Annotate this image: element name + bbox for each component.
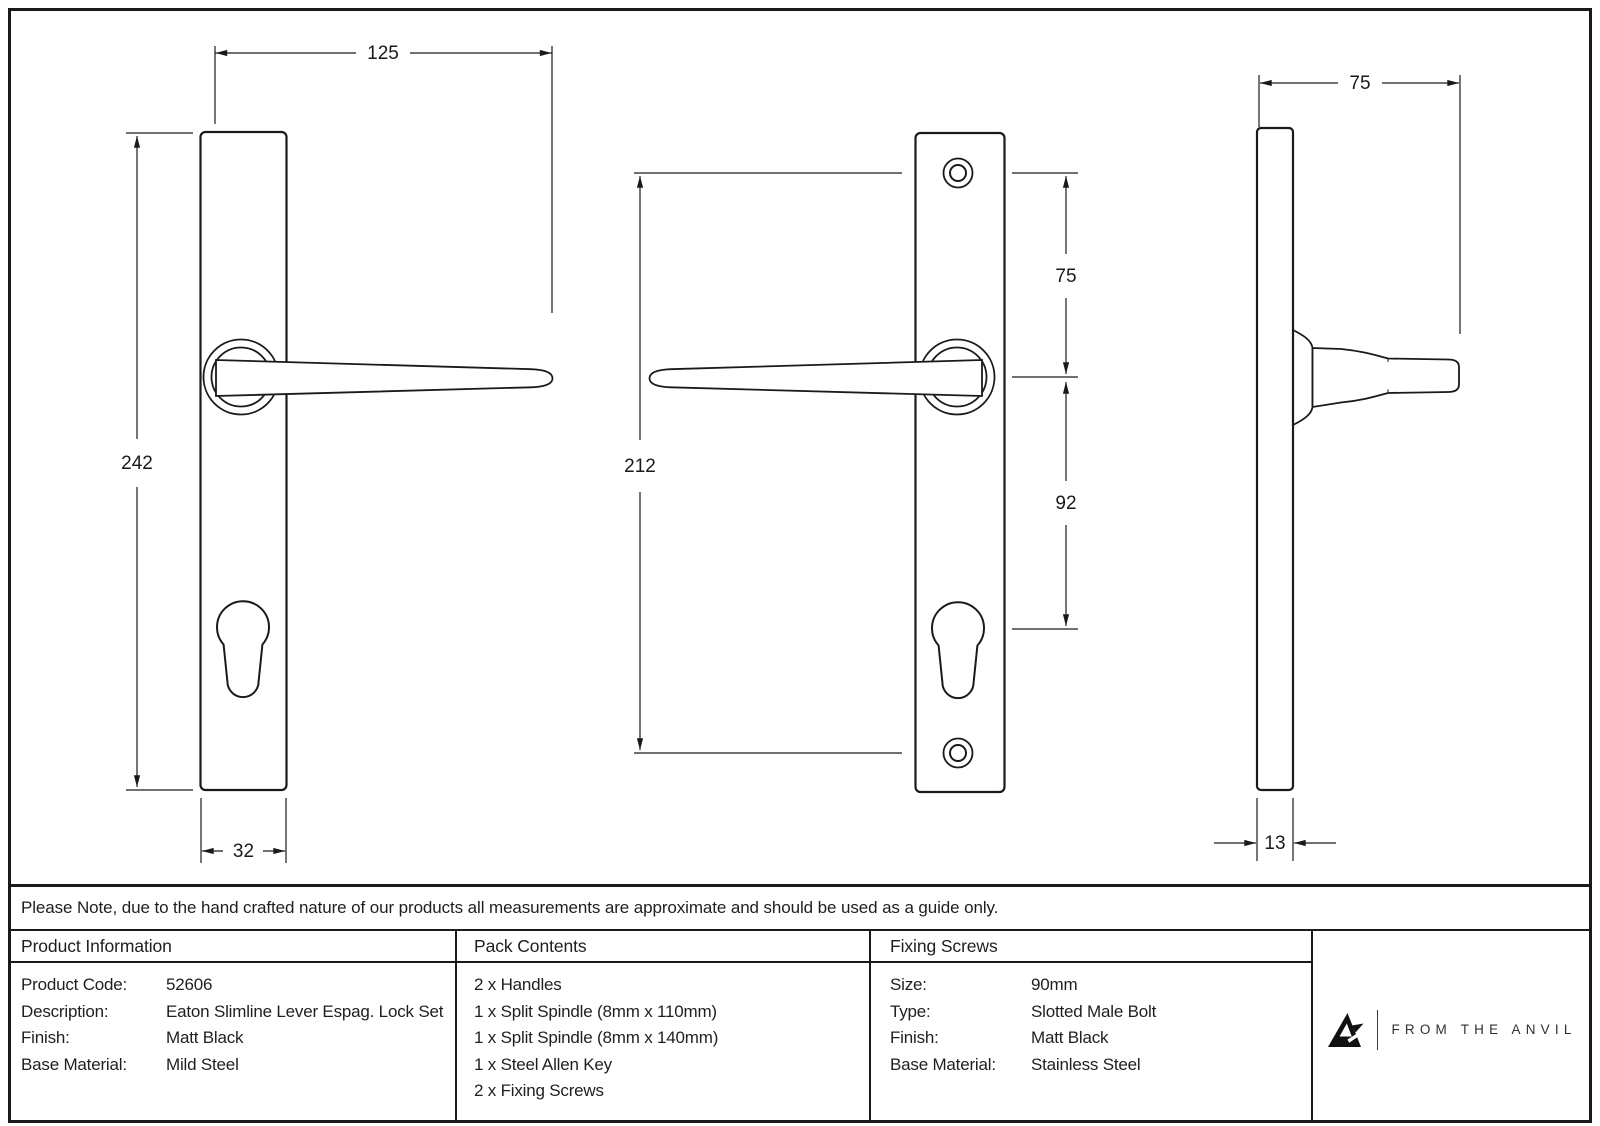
dim-label-side-projection: 75 <box>1349 73 1371 94</box>
row-label: Size: <box>890 975 927 994</box>
dim-label-front-width: 125 <box>367 43 399 64</box>
pack-contents-header: Pack Contents <box>457 931 869 963</box>
row-value: Eaton Slimline Lever Espag. Lock Set <box>166 1001 444 1021</box>
fixing-screws-column <box>871 931 1313 1120</box>
product-info-table <box>8 931 1592 1120</box>
rose-side-flare <box>1293 330 1313 425</box>
measurement-note-text: Please Note, due to the hand crafted nature of our products all measurements are approximate and should be used as a guide only. <box>21 898 999 917</box>
table-row <box>871 1052 1311 1079</box>
product-information-header: Product Information <box>8 931 455 963</box>
row-label: Finish: <box>21 1028 70 1047</box>
list-item: 2 x Fixing Screws <box>474 1081 604 1100</box>
reference-lines <box>634 173 1078 753</box>
dim-label-front-plate-width: 32 <box>232 841 255 862</box>
dim-label-centres-height: 212 <box>624 456 656 477</box>
dim-label-screw-to-handle: 75 <box>1055 266 1077 287</box>
row-value: Matt Black <box>1031 1028 1109 1047</box>
list-item: 1 x Steel Allen Key <box>474 1054 612 1074</box>
pack-contents-column <box>457 931 871 1120</box>
lever-handle-front <box>216 360 553 396</box>
measurement-note <box>8 884 1592 931</box>
brand-cell <box>1313 931 1592 1120</box>
table-row <box>871 999 1311 1026</box>
row-label: Base Material: <box>890 1054 996 1074</box>
row-value: Matt Black <box>166 1028 244 1047</box>
brand-logo <box>1328 1010 1576 1050</box>
table-row <box>8 1052 455 1079</box>
anvil-a-logo-icon <box>1328 1013 1364 1047</box>
row-value: Mild Steel <box>166 1054 239 1074</box>
table-row <box>8 1025 455 1052</box>
product-information-body <box>8 963 455 1120</box>
logo-divider <box>1377 1010 1378 1050</box>
dim-label-handle-to-cylinder: 92 <box>1055 493 1077 514</box>
row-value: 52606 <box>166 975 213 994</box>
dim-label-front-height: 242 <box>121 453 153 474</box>
table-row <box>8 999 455 1026</box>
row-value: 90mm <box>1031 975 1078 994</box>
product-information-column <box>8 931 457 1120</box>
row-label: Description: <box>21 1001 109 1021</box>
backplate-side <box>1257 128 1293 790</box>
list-item: 1 x Split Spindle (8mm x 110mm) <box>474 1001 717 1021</box>
table-row <box>8 972 455 999</box>
fixing-screws-header: Fixing Screws <box>871 931 1311 963</box>
lever-handle-centres <box>650 360 983 396</box>
fixing-screws-body <box>871 963 1311 1120</box>
pack-contents-body <box>457 963 869 1120</box>
lever-handle-side <box>1313 348 1460 407</box>
row-value: Stainless Steel <box>1031 1054 1141 1074</box>
side-view <box>1214 75 1460 861</box>
front-view <box>126 46 553 863</box>
row-label: Finish: <box>890 1028 939 1047</box>
row-value: Slotted Male Bolt <box>1031 1001 1157 1021</box>
row-label: Base Material: <box>21 1054 127 1074</box>
row-label: Type: <box>890 1001 931 1021</box>
table-row <box>871 1025 1311 1052</box>
dim-label-side-plate-thickness: 13 <box>1264 833 1286 854</box>
list-item: 1 x Split Spindle (8mm x 140mm) <box>474 1028 719 1047</box>
row-label: Product Code: <box>21 975 128 994</box>
list-item: 2 x Handles <box>474 975 562 994</box>
brand-name: FROM THE ANVIL <box>1391 1022 1577 1037</box>
centres-view <box>634 133 1078 792</box>
table-row <box>871 972 1311 999</box>
